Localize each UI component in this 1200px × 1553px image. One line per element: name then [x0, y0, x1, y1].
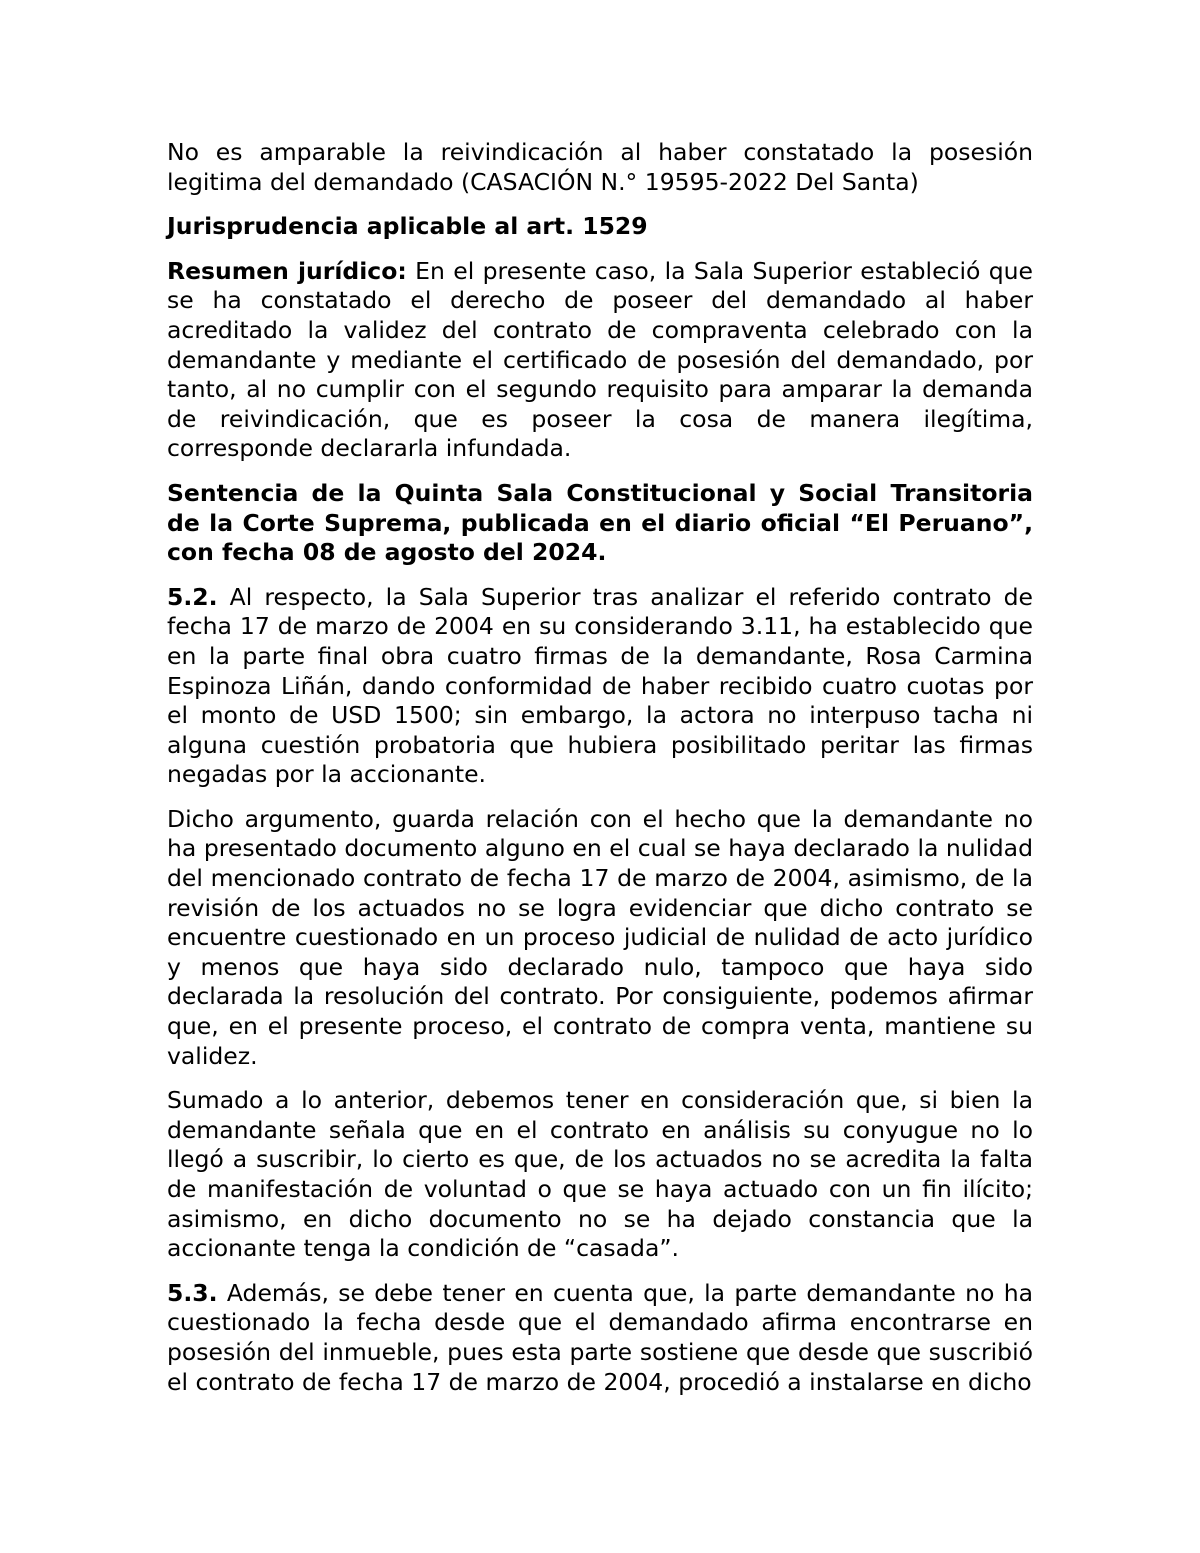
paragraph-5-2-text: Al respecto, la Sala Superior tras analizar el referido contrato de fecha 17 de marzo de 2004 en su considerando 3.11, ha establecido que en la parte final obra cuatro firmas de la demandante, Rosa Carmina Espinoza Liñán, dando conformidad de haber recibido cuatro cuotas por el monto de USD 1500; sin embargo, la actora no interpuso tacha ni alguna cuestión probatoria que hubiera posibilitado peritar las firmas negadas por la accionante. [167, 582, 1033, 789]
sentence-heading [167, 479, 1033, 568]
summary-label: Resumen jurídico: [167, 256, 407, 285]
summary-text: En el presente caso, la Sala Superior estableció que se ha constatado el derecho de poseer del demandado al haber acreditado la validez del contrato de compraventa celebrado con la demandante y mediante el certificado de posesión del demandado, por tanto, al no cumplir con el segundo requisito para amparar la demanda de reivindicación, que es poseer la cosa de manera ilegítima, corresponde declararla infundada. [167, 256, 1033, 463]
section-heading [167, 212, 1033, 242]
paragraph-5-3-label: 5.3. [167, 1278, 218, 1307]
paragraph-sumado-text: Sumado a lo anterior, debemos tener en consideración que, si bien la demandante señala que en el contrato en análisis su conyugue no lo llegó a suscribir, lo cierto es que, de los actuados no se acredita la falta de manifestación de voluntad o que se haya actuado con un fin ilícito; asimismo, en dicho documento no se ha dejado constancia que la accionante tenga la condición de “casada”. [167, 1086, 1033, 1263]
paragraph-5-2 [167, 583, 1033, 790]
paragraph-dicho-argumento [167, 805, 1033, 1071]
legal-summary-paragraph [167, 257, 1033, 464]
title-text: No es amparable la reivindicación al haber constatado la posesión legitima del demandado (CASACIÓN N.° 19595-2022 Del Santa) [167, 138, 1033, 196]
document-body [167, 138, 1033, 1412]
sentence-heading-text: Sentencia de la Quinta Sala Constitucional y Social Transitoria de la Corte Suprema, publicada en el diario oficial “El Peruano”, con fecha 08 de agosto del 2024. [167, 478, 1033, 567]
paragraph-5-3-text: Además, se debe tener en cuenta que, la parte demandante no ha cuestionado la fecha desde que el demandado afirma encontrarse en posesión del inmueble, pues esta parte sostiene que desde que suscribió el contrato de fecha 17 de marzo de 2004, procedió a instalarse en dicho [167, 1278, 1033, 1396]
paragraph-dicho-text: Dicho argumento, guarda relación con el hecho que la demandante no ha presentado documento alguno en el cual se haya declarado la nulidad del mencionado contrato de fecha 17 de marzo de 2004, asimismo, de la revisión de los actuados no se logra evidenciar que dicho contrato se encuentre cuestionado en un proceso judicial de nulidad de acto jurídico y menos que haya sido declarado nulo, tampoco que haya sido declarada la resolución del contrato. Por consiguiente, podemos afirmar que, en el presente proceso, el contrato de compra venta, mantiene su validez. [167, 804, 1033, 1070]
paragraph-5-2-label: 5.2. [167, 582, 218, 611]
paragraph-sumado [167, 1086, 1033, 1264]
heading-text: Jurisprudencia aplicable al art. 1529 [167, 212, 648, 241]
document-title [167, 138, 1033, 197]
paragraph-5-3 [167, 1279, 1033, 1397]
